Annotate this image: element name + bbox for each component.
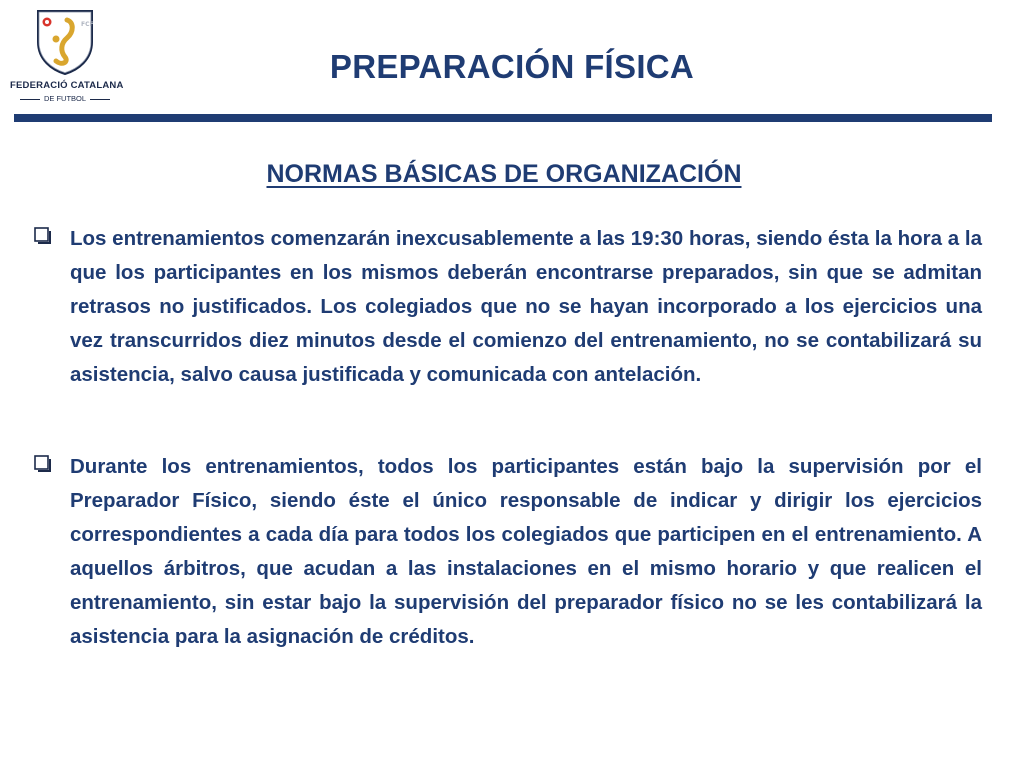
bullet-item xyxy=(34,450,982,654)
fcf-badge-text: FCF xyxy=(81,21,94,28)
checkbox-bullet-icon xyxy=(34,227,51,244)
bullet-text: Durante los entrenamientos, todos los participantes están bajo la supervisión por el Preparador Físico, siendo éste el único responsable de indicar y dirigir los ejercicios correspondientes a cada día para todos los colegiados que participen en el entrenamiento. A aquellos árbitros, que acudan a las instalaciones en el mismo horario y que realicen el entrenamiento, sin estar bajo la supervisión del preparador físico no se les contabilizará la asistencia para la asignación de créditos. xyxy=(70,455,982,648)
page-title: PREPARACIÓN FÍSICA xyxy=(329,48,695,85)
bullet-text: Los entrenamientos comenzarán inexcusablemente a las 19:30 horas, siendo ésta la hora a la que los participantes en los mismos deberán encontrarse preparados, sin que se admitan retrasos no justificados. Los colegiados que no se hayan incorporado a los ejercicios una vez transcurridos diez minutos desde el comienzo del entrenamiento, no se contabilizará su asistencia, salvo causa justificada y comunicada con antelación. xyxy=(70,227,982,386)
section-title: NORMAS BÁSICAS DE ORGANIZACIÓN xyxy=(266,160,742,188)
logo-subtitle: DE FUTBOL xyxy=(10,94,120,103)
bullet-item xyxy=(34,222,982,392)
logo-name: FEDERACIÓ CATALANA xyxy=(10,80,124,91)
checkbox-bullet-icon xyxy=(34,455,51,472)
title-divider xyxy=(14,114,992,122)
